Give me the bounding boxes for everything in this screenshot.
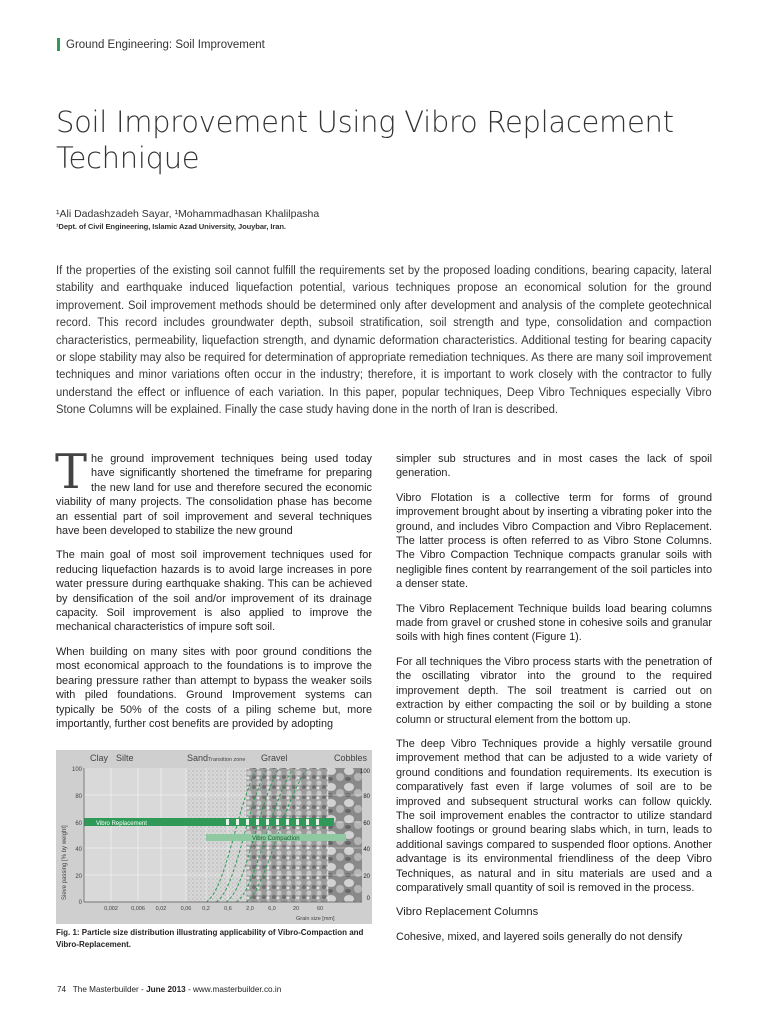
y-axis-label: Sieve passing [% by weight] <box>62 825 68 900</box>
website: - www.masterbuilder.co.in <box>187 985 282 994</box>
x-tick: 0,2 <box>202 906 210 912</box>
paragraph: When building on many sites with poor ground conditions the most economical approach to the foundations is to improve the bearing pressure rather than attempt to bypass the weaker soils with piled foundations. Ground Improvement systems can typically be 50% of the costs of a piling scheme but, more importantly, further cost benefits are provided by adopting <box>56 645 372 730</box>
x-axis-label: Grain size [mm] <box>296 916 335 922</box>
drop-cap: T <box>55 444 88 500</box>
x-tick: 2,0 <box>246 906 254 912</box>
figure-caption: Fig. 1: Particle size distribution illustrating applicability of Vibro-Compaction and Vibro-Replacement. <box>56 928 364 949</box>
y-tick: 0 <box>78 900 82 906</box>
particle-size-chart <box>56 750 372 924</box>
y-tick-right: 80 <box>363 794 370 800</box>
y-tick-right: 60 <box>363 821 370 827</box>
y-tick: 60 <box>75 821 82 827</box>
zone-label-transition: Transition zone <box>208 757 246 763</box>
issue-date: June 2013 <box>146 985 186 994</box>
magazine-name: The Masterbuilder - <box>72 985 144 994</box>
section-label: Ground Engineering: Soil Improvement <box>66 38 265 51</box>
article-title: Soil Improvement Using Vibro Replacement Technique <box>56 105 674 175</box>
y-tick: 100 <box>71 767 82 773</box>
paragraph: Cohesive, mixed, and layered soils generally do not densify <box>396 930 683 943</box>
section-accent-bar <box>57 38 60 51</box>
y-tick-right: 20 <box>363 874 370 880</box>
y-tick: 20 <box>75 874 82 880</box>
band1-label: Vibro Replacement <box>96 821 147 827</box>
y-tick-right: 100 <box>359 769 370 775</box>
x-tick: 20 <box>292 906 300 912</box>
y-tick: 80 <box>75 794 82 800</box>
zone-label-gravel: Gravel <box>261 753 288 763</box>
x-tick: 0,006 <box>131 906 145 912</box>
y-tick-right: 40 <box>363 847 370 853</box>
paragraph: For all techniques the Vibro process starts with the penetration of the oscillating vibrator into the ground to the required improvement depth. The soil treatment is carried out on extraction by either compacting the soil or by building a stone column or structural element from the bottom up. <box>396 655 712 726</box>
authors: ¹Ali Dadashzadeh Sayar, ¹Mohammadhasan Khalilpasha <box>56 208 320 220</box>
x-tick: 0,06 <box>180 906 192 912</box>
x-tick: 60 <box>316 906 324 912</box>
paragraph: Vibro Flotation is a collective term for forms of ground improvement brought about by inserting a vibrating poker into the ground, and includes Vibro Compaction and Vibro Replacement. The latter process is often referred to as Vibro Stone Columns. The Vibro Compaction Technique compacts granular soils with negligible fines content by rearrangement of the soil particles into a denser state. <box>396 491 712 591</box>
subheading: Vibro Replacement Columns <box>396 906 539 919</box>
zone-label-cobbles: Cobbles <box>334 753 368 763</box>
x-tick: 0,6 <box>224 906 232 912</box>
figure-1 <box>56 750 372 924</box>
section-header <box>57 38 265 51</box>
y-tick: 40 <box>75 847 82 853</box>
zone-label-sand: Sand <box>187 753 209 763</box>
intro-paragraph <box>55 444 372 538</box>
page-number: 74 <box>57 985 67 994</box>
intro-text: he ground improvement techniques being used today have significantly shortened the timeframe for preparing the new land for use and therefore secured the economic viability of many projects. The consolidation phase has become an essential part of soil improvement and several techniques have been developed to stabilize the new ground <box>56 453 372 538</box>
paragraph: The Vibro Replacement Technique builds load bearing columns made from gravel or crushed stone in cohesive soils and granular soils with high fines content (Figure 1). <box>396 602 712 644</box>
right-column <box>396 452 712 954</box>
paragraph: simpler sub structures and in most cases the lack of spoil generation. <box>396 453 712 480</box>
x-tick: 0,002 <box>104 906 118 912</box>
left-column <box>55 444 372 741</box>
affiliation: ¹Dept. of Civil Engineering, Islamic Azad University, Jouybar, Iran. <box>56 222 286 231</box>
zone-label-silt: Silte <box>116 753 134 763</box>
x-tick: 6,0 <box>268 906 276 912</box>
zone-label-clay: Clay <box>90 753 109 763</box>
paragraph: The deep Vibro Techniques provide a highly versatile ground improvement method that can be adjusted to a wide variety of ground conditions and foundation requirements. Its execution is comparatively fast even if large volumes of soil are to be improved and subsequent structural works can follow quickly. The soil improvement enables the contractor to utilize standard shallow footings or ground bearing slabs which, in turn, leads to additional savings compared to suspended floor options. Another advantage is its environmental friendliness of the deep Vibro Techniques, as natural and in situ materials are used and a comparatively small quantity of soil is removed in the process. <box>396 737 712 894</box>
page-footer <box>57 985 281 994</box>
y-tick-right: 0 <box>366 896 370 902</box>
abstract: If the properties of the existing soil cannot fulfill the requirements set by the proposed loading conditions, bearing capacity, lateral stability and earthquake induced liquefaction potential, various techniques propose an economical solution for the ground improvement. Soil improvement methods should be determined only after development and analysis of the complete geotechnical record. This record includes groundwater depth, subsoil stratification, soil strength and type, consolidation and compaction characteristics, permeability, liquefaction strength, and dynamic deformation characteristics. Additional testing for bearing capacity or slope stability may also be required for determination of appropriate remediation techniques. As there are many soil improvement techniques and minor variations often occur in the industry; therefore, it is important to work closely with the contractor to fully understand the effect or influence of each variation. In this paper, popular techniques, Deep Vibro Techniques especially Vibro Stone Columns will be explained. Finally the case study having done in the north of Iran is described. <box>56 263 712 417</box>
clay-silt-zone <box>84 768 186 902</box>
paragraph: The main goal of most soil improvement techniques used for reducing liquefaction hazards is to avoid large increases in pore water pressure during earthquake shaking. This can be achieved by densification of the soil and/or improvement of its drainage capacity. Soil improvement is also applied to improve the mechanical characteristics of impure soft soil. <box>56 549 372 634</box>
x-tick: 0,02 <box>155 906 167 912</box>
band2-label: Vibro Compaction <box>252 836 300 842</box>
